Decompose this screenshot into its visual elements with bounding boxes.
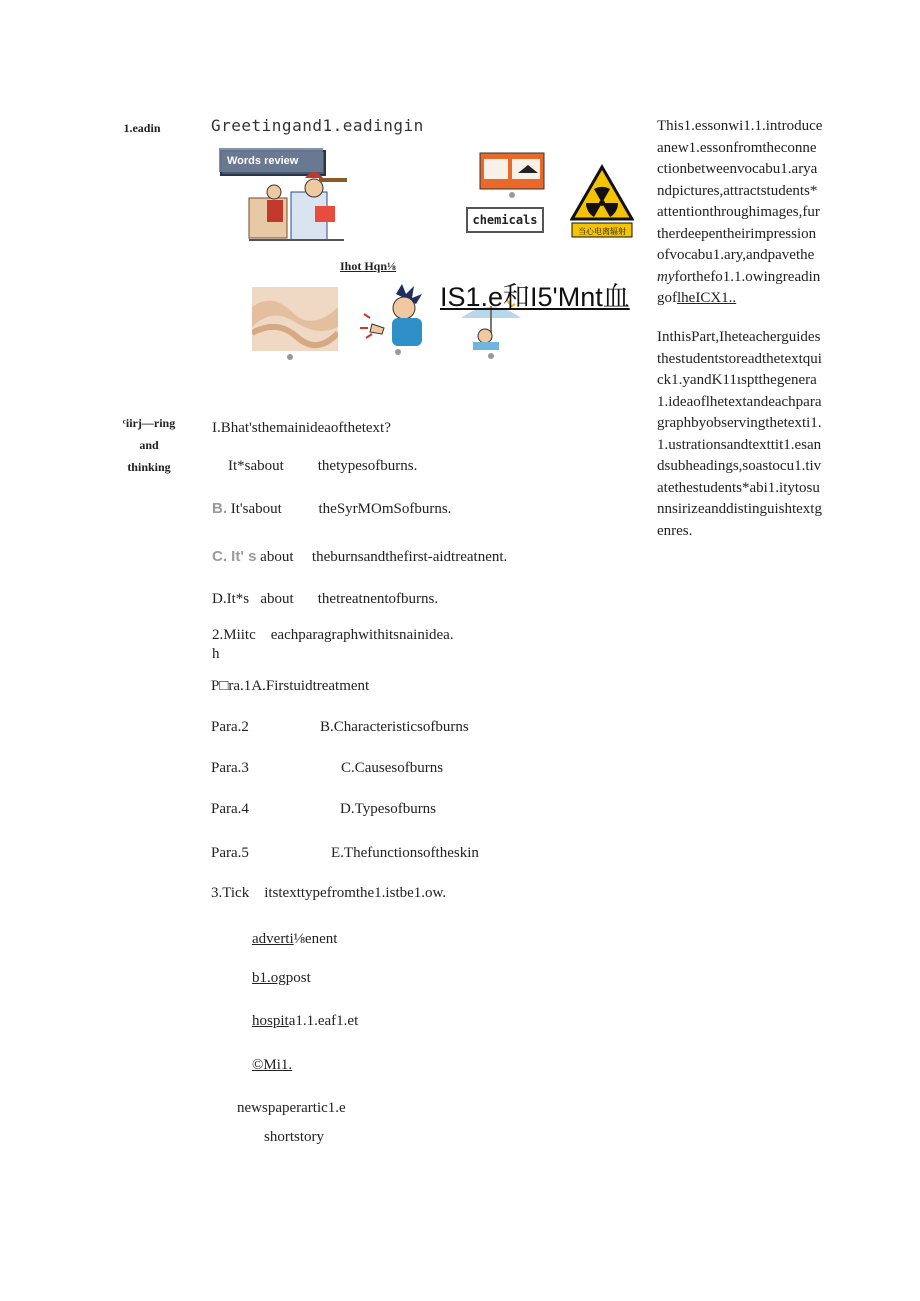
stage-label-reading-thinking (106, 412, 192, 478)
photo-caption: Ihot Hqn⅛ (340, 259, 397, 273)
danger-sign-image (478, 151, 546, 199)
q1-option-prefix: about (260, 549, 294, 565)
note-text: This1.essonwi1.1.introduceanew1.essonfromtheconnectionbetweenvocabu1.aryandpictures,attractstudents*attentionthroughimages,furtherdeepentheirimpressionofvocabu1.ary,andpavethe (657, 118, 823, 263)
note-text: forthefo1.1.owingreadingof (657, 268, 821, 306)
q3-item-rest: ⅛enent (293, 931, 338, 947)
q3-item-email (252, 1056, 292, 1074)
chemicals-label-image (466, 207, 544, 233)
q2-para-label: Para.3 (211, 760, 249, 776)
stage-label-line: thinking (127, 460, 171, 474)
note-link: lheICX1.. (677, 290, 737, 306)
q2-row (211, 800, 249, 818)
q1-option-letter: C. It' s (212, 548, 257, 565)
q1-option-b (212, 500, 451, 518)
teaching-note-leading-in (657, 116, 823, 310)
q3-extra-shortstory: shortstory (264, 1129, 324, 1145)
q1-option-prefix: It'sabout (230, 501, 282, 517)
q2-para-label: Para.5 (211, 845, 249, 861)
q2-idea: E.Thefunctionsoftheskin (331, 845, 479, 861)
q1-option-c (212, 548, 507, 566)
q1-option-letter: B. (212, 500, 227, 517)
stage-label-leading-in: 1.eadin (123, 121, 161, 135)
words-review-cartoon (219, 148, 359, 258)
radiation-warning-sign (570, 163, 634, 239)
q1-option-text: thetreatnentofburns. (317, 591, 439, 607)
q3-extra-newspaper: newspaperartic1.e (237, 1100, 346, 1116)
q2-para-label: P□ra.1 (211, 678, 252, 694)
q3-item-underlined: hospit (252, 1013, 289, 1029)
q2-prompt-tail: h (212, 646, 220, 662)
q2-row (211, 759, 249, 777)
q3-prompt: 3.Tick itstexttypefromthe1.istbe1.ow. (211, 885, 447, 901)
q1-option-text: thetypesofburns. (317, 458, 418, 474)
q2-para-label: Para.4 (211, 801, 249, 817)
q1-option-prefix: D.It*s about (212, 591, 294, 607)
q1-option-text: theSyrMOmSofburns. (318, 501, 452, 517)
big-caption-text: IS1.e和I5'Mnt血 (440, 282, 630, 312)
q2-prompt: 2.Miitc eachparagraphwithitsnainidea. (212, 627, 454, 643)
q3-item-rest: post (285, 970, 311, 986)
q2-para-label: Para.2 (211, 719, 249, 735)
q3-item-blogpost (252, 969, 311, 987)
q1-option-a (228, 457, 417, 475)
q2-row (211, 718, 249, 736)
big-heading-caption (440, 275, 630, 314)
q3-item-hospital-leaflet (252, 1012, 358, 1030)
q1-option-d (212, 590, 438, 608)
q3-item-advertisement (252, 930, 337, 948)
silk-fabric-photo (252, 287, 338, 363)
note-italic: my (657, 268, 675, 285)
q2-idea: C.Causesofburns (341, 760, 444, 776)
q1-option-prefix: It*sabout (228, 458, 284, 474)
teaching-note-reading: InthisPart,Iheteacherguidesthestudentstoreadthetextquick1.yandK11ısptthegenera1.ideaoflhetextandeachparagraphbyobservingthetexti1.1.ustrationsandtexttit1.esandsubheadings,soastocu1.tivatethestudents*abi1.itytosunnsirizeanddistinguishtextgenres. (657, 329, 822, 539)
radiation-sign-text: 当心电离辐射 (578, 227, 626, 236)
q3-item-underlined: adverti (252, 931, 294, 947)
leading-in-title: Greetingand1.eadingin (211, 116, 424, 135)
q3-item-rest: a1.1.eaf1.et (288, 1013, 359, 1029)
burn-cartoon-person (356, 284, 442, 358)
q2-row (211, 844, 249, 862)
q2-idea: B.Characteristicsofburns (320, 719, 469, 735)
q2-row (211, 677, 369, 695)
q3-item-underlined: b1.og (252, 970, 286, 986)
q2-idea: D.Typesofburns (340, 801, 437, 817)
q1-option-text: theburnsandthefirst-aidtreatnent. (311, 549, 508, 565)
chemicals-label: chemicals (472, 213, 538, 227)
stage-label-line: ᶜiirj—ring (122, 416, 176, 430)
q3-item-underlined: ©Mi1. (252, 1057, 293, 1073)
banner-text: Words review (227, 155, 299, 167)
stage-label-line: and (139, 438, 159, 452)
q2-idea: A.Firstuidtreatment (251, 678, 370, 694)
q1-prompt: I.Bhat'sthemainideaofthetext? (212, 420, 391, 436)
